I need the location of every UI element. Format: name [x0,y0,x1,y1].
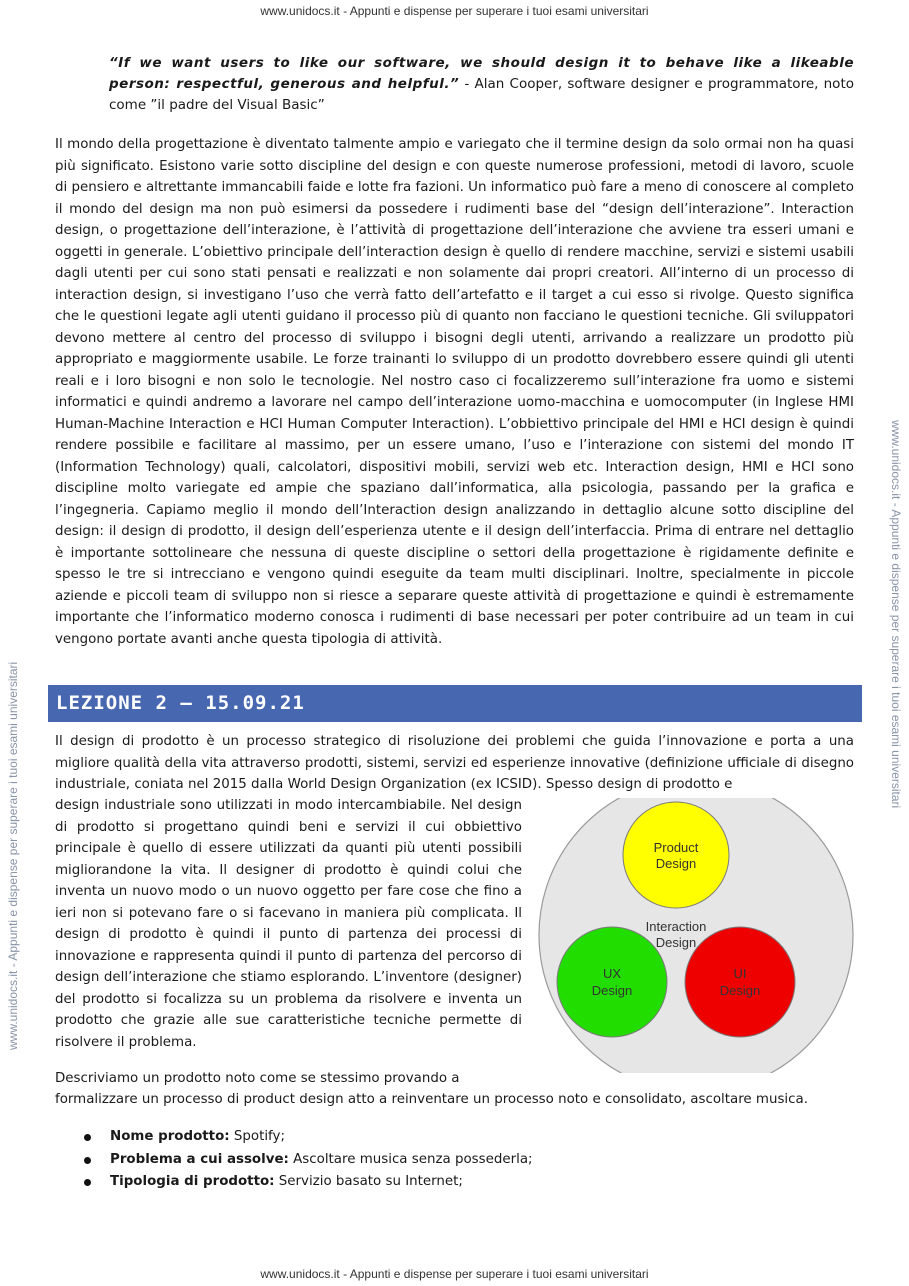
quote-attribution: - Alan Cooper, software designer e programmatore, noto come ”il padre del Visual Basic” [109,76,854,113]
watermark-right: www.unidocs.it - Appunti e dispense per superare i tuoi esami universitari [889,420,903,809]
product-design-circle [623,802,729,908]
product-design-paragraph-start: Il design di prodotto è un processo strategico di risoluzione dei problemi che guida l’innovazione e porta a una migliore qualità della vita attraverso prodotti, sistemi, servizi ed esperienze innovative (definizione ufficiale di disegno industriale, coniata nel 2015 dalla World Design Organization (ex ICSID). Spesso design di prodotto e [55,734,854,792]
ui-label-2: Design [719,983,761,998]
bullet-label: Nome prodotto: [110,1129,230,1144]
spotify-intro-continuation: formalizzare un processo di product design atto a reinventare un processo noto e consolidato, ascoltare musica. [55,1092,808,1107]
watermark-header: www.unidocs.it - Appunti e dispense per superare i tuoi esami universitari [260,4,649,18]
bullet-icon [84,1134,91,1141]
list-item [82,1126,842,1149]
product-label-1: Product [653,840,699,855]
ux-label-1: UX [602,966,622,981]
list-item [82,1149,842,1172]
ui-label-1: UI [733,966,747,981]
bullet-value: Servizio basato su Internet; [274,1174,463,1189]
bullet-icon [84,1179,91,1186]
quote-text: “If we want users to like our software, we should design it to behave like a likeable person: respectful, generous and helpful.” [109,55,854,92]
bullet-value: Spotify; [229,1129,285,1144]
product-design-paragraph-column: design industriale sono utilizzati in modo intercambiabile. Nel design di prodotto si progettano quindi beni e servizi il cui obbiettivo principale è quello di essere utilizzati da quanti più utenti possibili migliorandone la vita. Il designer di prodotto è quindi colui che inventa un nuovo modo o un nuovo oggetto per fare cose che fino a ieri non si potevano fare o si facevano in maniera più complicata. Il design di prodotto è quindi il punto di partenza dei processi di innovazione e rappresenta quindi il punto di partenza del percorso di design dell’interazione che stiamo esplorando. L’inventore (designer) del prodotto si focalizza su un problema da risolvere e inventa un prodotto che grazie alle sue caratteristiche tecniche permette di risolvere il problema. [55,798,522,1050]
opening-quote [109,53,854,116]
product-bullet-list [82,1126,842,1194]
list-item [82,1171,842,1194]
section-header [48,685,862,722]
interaction-label-1: Interaction [645,919,707,934]
bullet-value: Ascoltare musica senza possederla; [288,1151,533,1167]
watermark-left: www.unidocs.it - Appunti e dispense per superare i tuoi esami universitari [6,661,20,1050]
spotify-intro-line: Descriviamo un prodotto noto come se stessimo provando a [55,1071,460,1086]
product-label-2: Design [655,856,697,871]
ui-design-circle [685,927,795,1037]
interaction-label-2: Design [655,935,697,950]
interaction-design-diagram [536,798,856,1073]
bullet-label: Problema a cui assolve: [110,1151,289,1167]
ux-label-2: Design [591,983,633,998]
watermark-footer: www.unidocs.it - Appunti e dispense per superare i tuoi esami universitari [260,1267,649,1281]
ux-design-circle [557,927,667,1037]
intro-paragraph: Il mondo della progettazione è diventato talmente ampio e variegato che il termine design da solo ormai non ha quasi più significato. Esistono varie sotto discipline del design e con queste numerose professioni, metodi di lavoro, scuole di pensiero e altrettante immancabili faide e lotte fra fazioni. Un informatico può fare a meno di conoscere al completo il mondo del design ma non può esimersi da possedere i rudimenti base del “design dell’interazione”. Interaction design, o progettazione dell’interazione, è l’attività di progettazione dell’interazione che avviene tra esseri umani e oggetti in generale. L’obiettivo principale dell’interaction design è quello di rendere macchine, servizi e sistemi usabili dagli utenti per cui sono stati pensati e realizzati e non solamente dai propri creatori. All’interno di un processo di interaction design, si investigano l’uso che verrà fatto dell’artefatto e il target a cui esso si rivolge. Questo significa che le questioni legate agli utenti guidano il processo più di quanto non facciano le questioni tecniche. Gli sviluppatori devono mettere al centro del processo di sviluppo i bisogni degli utenti, arrivando a realizzare un prodotto più appropriato e maggiormente usabile. Le forze trainanti lo sviluppo di un prodotto dovrebbero essere quindi gli utenti reali e i loro bisogni e non solo le tecnologie. Nel nostro caso ci focalizzeremo sull’interazione fra uomo e sistemi informatici e quindi andremo a lavorare nel campo dell’interazione uomo-macchina e uomocomputer (in Inglese HMI Human-Machine Interaction e HCI Human Computer Interaction). L’obbiettivo principale del HMI e HCI design è quindi rendere possibile e facilitare al massimo, per un essere umano, l’uso e l’interazione con sistemi del mondo IT (Information Technology) quali, calcolatori, dispositivi mobili, servizi web etc. Interaction design, HMI e HCI sono discipline molto variegate ed ampie che spaziano dall’informatica, alla psicologia, passando per la grafica e l’ingegneria. Capiamo meglio il mondo dell’Interaction design analizzando in dettaglio alcune sotto discipline del design: il design di prodotto, il design dell’esperienza utente e il design dell’interfaccia. Prima di entrare nel dettaglio è importante sottolineare che nessuna di queste discipline o settori della progettazione è rigidamente definite e spesso le tre si intrecciano e vengono quindi eseguite da team multi disciplinari. Inoltre, specialmente in piccole aziende e piccoli team di sviluppo non si riesce a separare queste attività di progettazione e quindi è estremamente importante che l’informatico moderno conosca i rudimenti di base necessari per poter contribuire ad un team in cui vengono portate avanti anche questa tipologia di attività. [55,137,854,647]
bullet-icon [84,1157,91,1164]
section-title: LEZIONE 2 – 15.09.21 [56,692,305,714]
bullet-label: Tipologia di prodotto: [110,1174,275,1189]
